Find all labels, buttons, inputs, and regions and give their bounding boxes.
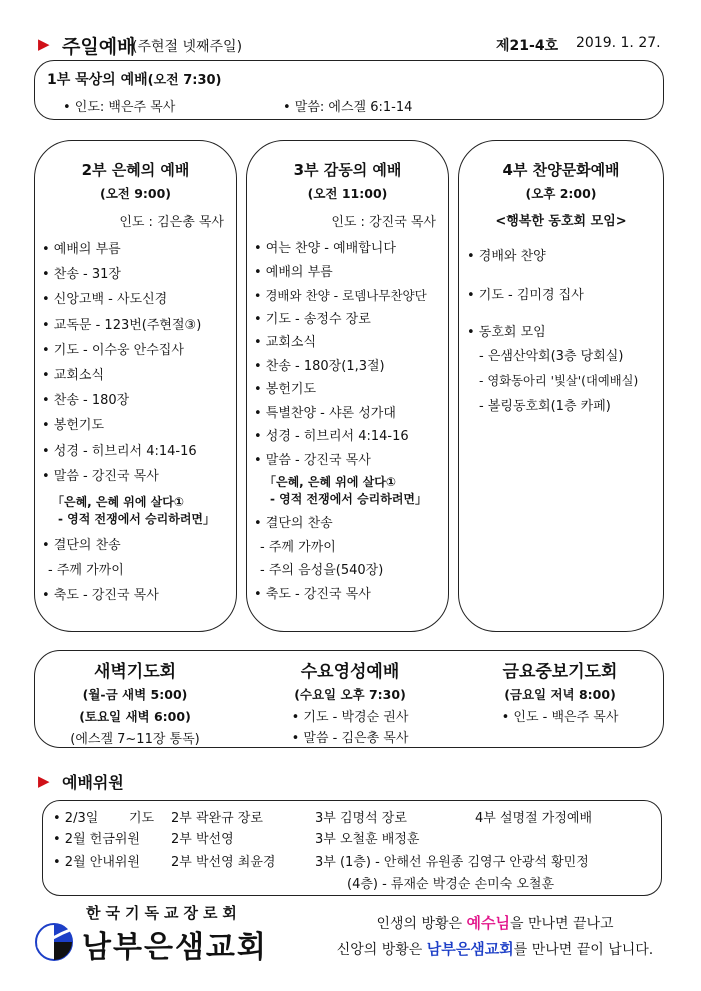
staff-cell: 4부 설명절 가정예배 <box>475 811 592 826</box>
service1-sermon: • 말씀: 에스겔 6:1-14 <box>283 100 413 115</box>
dawn-prayer-time1: (월-금 새벽 5:00) <box>82 687 188 702</box>
staff-cell: 3부 김명석 장로 <box>315 811 407 826</box>
list-item: • 찬송 - 31장 <box>42 267 121 283</box>
staff-cell: 3부 (1층) - 안해선 유원종 김영구 안광석 황민정 <box>315 855 589 870</box>
list-item: • 교회소식 <box>42 368 105 384</box>
sermon-title: 「은혜, 은혜 위에 살다① <box>264 475 396 489</box>
friday-title: 금요중보기도회 <box>502 662 618 682</box>
service4-time: (오후 2:00) <box>525 186 597 201</box>
list-item: - 영화동아리 '빛살'(대예배실) <box>479 374 639 389</box>
list-item: • 예배의 부름 <box>42 242 121 257</box>
list-item: • 축도 - 강진국 목사 <box>254 586 371 602</box>
friday-leader: • 인도 - 백은주 목사 <box>501 710 619 725</box>
club-list <box>479 344 659 420</box>
service1-box <box>34 60 664 120</box>
staff-cell: 2부 박선영 <box>171 832 234 847</box>
service4-title: 4부 찬양문화예배 <box>502 161 620 179</box>
list-item: • 말씀 - 강진국 목사 <box>254 452 371 468</box>
wednesday-title: 수요영성예배 <box>300 662 400 682</box>
list-item: • 찬송 - 180장 <box>42 393 130 409</box>
staff-row: • 2/3일 기도 <box>53 811 155 826</box>
church-name: 남부은샘교회 <box>82 930 268 965</box>
list-item: • 결단의 찬송 <box>254 516 333 531</box>
list-item: - 주의 음성을(540장) <box>260 563 384 578</box>
issue-number: 제21-4호 <box>496 38 559 54</box>
service4-item-praise: • 경배와 찬양 <box>467 249 546 264</box>
service1-title: 1부 묵상의 예배 <box>47 72 148 88</box>
list-item: • 교독문 - 123번(주현절③) <box>42 317 202 333</box>
motto-line-2: 신앙의 방황은 남부은샘교회를 만나면 끝이 납니다. <box>336 940 654 958</box>
service1-title-line <box>47 69 222 89</box>
list-item: • 신앙고백 - 사도신경 <box>42 292 168 308</box>
list-item: • 말씀 - 강진국 목사 <box>42 468 159 484</box>
list-item: • 성경 - 히브리서 4:14-16 <box>254 429 409 444</box>
issue-date: 2019. 1. 27. <box>576 35 661 51</box>
header <box>38 32 668 58</box>
staff-title: 예배위원 <box>62 773 124 792</box>
wednesday-sermon: • 말씀 - 김은총 목사 <box>291 731 409 746</box>
page-subtitle: (주현절 넷째주일) <box>132 39 243 55</box>
list-item: • 여는 찬양 - 예배합니다 <box>254 241 396 256</box>
list-item: • 성경 - 히브리서 4:14-16 <box>42 443 197 459</box>
sermon-title-block <box>254 472 444 512</box>
service3-title: 3부 감동의 예배 <box>293 161 402 179</box>
staff-row-label: • 2월 헌금위원 <box>53 832 140 847</box>
service1-time: (오전 7:30) <box>147 73 222 88</box>
service4-item-clubs: • 동호회 모임 <box>467 325 546 340</box>
bullet-triangle-icon: ▶ <box>38 772 50 790</box>
denomination-name: 한국기독교장로회 <box>86 904 242 922</box>
list-item: • 경배와 찬양 - 로뎀나무찬양단 <box>254 288 427 303</box>
weekday-box <box>34 650 664 748</box>
highlight-church: 남부은샘교회 <box>426 940 514 958</box>
list-item: • 예배의 부름 <box>254 264 333 280</box>
dawn-prayer-title: 새벽기도회 <box>93 662 177 682</box>
service3-box <box>246 140 449 632</box>
page-title: 주일예배 <box>62 36 136 58</box>
staff-header <box>38 770 338 794</box>
dawn-prayer-time2: (토요일 새벽 6:00) <box>79 709 191 724</box>
service1-leader: • 인도: 백은주 목사 <box>63 100 176 115</box>
sermon-subtitle: - 영적 전쟁에서 승리하려면」 <box>270 492 428 506</box>
list-item: - 주께 가까이 <box>48 563 124 579</box>
list-item: - 주께 가까이 <box>260 539 336 555</box>
list-item: • 기도 - 송정수 장로 <box>254 311 371 327</box>
service3-order-list <box>254 237 444 606</box>
service4-subtitle: <행복한 동호회 모임> <box>495 214 627 229</box>
service2-leader: 인도 : 김은총 목사 <box>119 215 224 230</box>
list-item: • 봉헌기도 <box>42 418 105 434</box>
list-item: • 교회소식 <box>254 335 317 350</box>
service4-box <box>458 140 664 632</box>
wednesday-time: (수요일 오후 7:30) <box>294 687 406 702</box>
list-item: • 특별찬양 - 샤론 성가대 <box>254 405 396 421</box>
church-logo-icon <box>34 922 74 962</box>
staff-cell: 2부 곽완규 장로 <box>171 811 263 826</box>
staff-cell: (4층) - 류재순 박경순 손미숙 오철훈 <box>347 877 555 892</box>
staff-cell: 3부 오철훈 배정훈 <box>315 832 420 847</box>
list-item: • 축도 - 강진국 목사 <box>42 588 159 604</box>
list-item: • 기도 - 이수웅 안수집사 <box>42 342 184 358</box>
service2-title: 2부 은혜의 예배 <box>81 161 190 179</box>
staff-cell: 2부 박선영 최윤경 <box>171 855 276 870</box>
service2-box <box>34 140 237 632</box>
dawn-prayer-note: (에스겔 7~11장 통독) <box>70 732 200 747</box>
service3-leader: 인도 : 강진국 목사 <box>331 215 436 230</box>
sermon-title-block <box>42 489 232 533</box>
sermon-title: 「은혜, 은혜 위에 살다① <box>52 495 184 510</box>
footer-logo <box>34 900 324 970</box>
motto-line-1: 인생의 방황은 예수님을 만나면 끝나고 <box>376 914 614 932</box>
highlight-jesus: 예수님 <box>466 914 510 932</box>
list-item: - 볼링동호회(1층 카페) <box>479 399 611 415</box>
staff-box <box>42 800 662 896</box>
service2-order-list <box>42 237 232 609</box>
staff-row-label: • 2월 안내위원 <box>53 855 140 870</box>
list-item: • 봉헌기도 <box>254 382 317 397</box>
service3-time: (오전 11:00) <box>307 186 388 201</box>
list-item: • 결단의 찬송 <box>42 538 121 554</box>
friday-time: (금요일 저녁 8:00) <box>504 687 616 702</box>
list-item: - 은샘산악회(3층 당회실) <box>479 349 624 364</box>
list-item: • 찬송 - 180장(1,3절) <box>254 358 385 374</box>
wednesday-prayer: • 기도 - 박경순 권사 <box>291 710 409 725</box>
sermon-subtitle: - 영적 전쟁에서 승리하려면」 <box>58 512 216 527</box>
service2-time: (오전 9:00) <box>99 186 172 201</box>
service4-item-prayer: • 기도 - 김미경 집사 <box>467 288 584 303</box>
bullet-triangle-icon: ▶ <box>38 35 50 53</box>
